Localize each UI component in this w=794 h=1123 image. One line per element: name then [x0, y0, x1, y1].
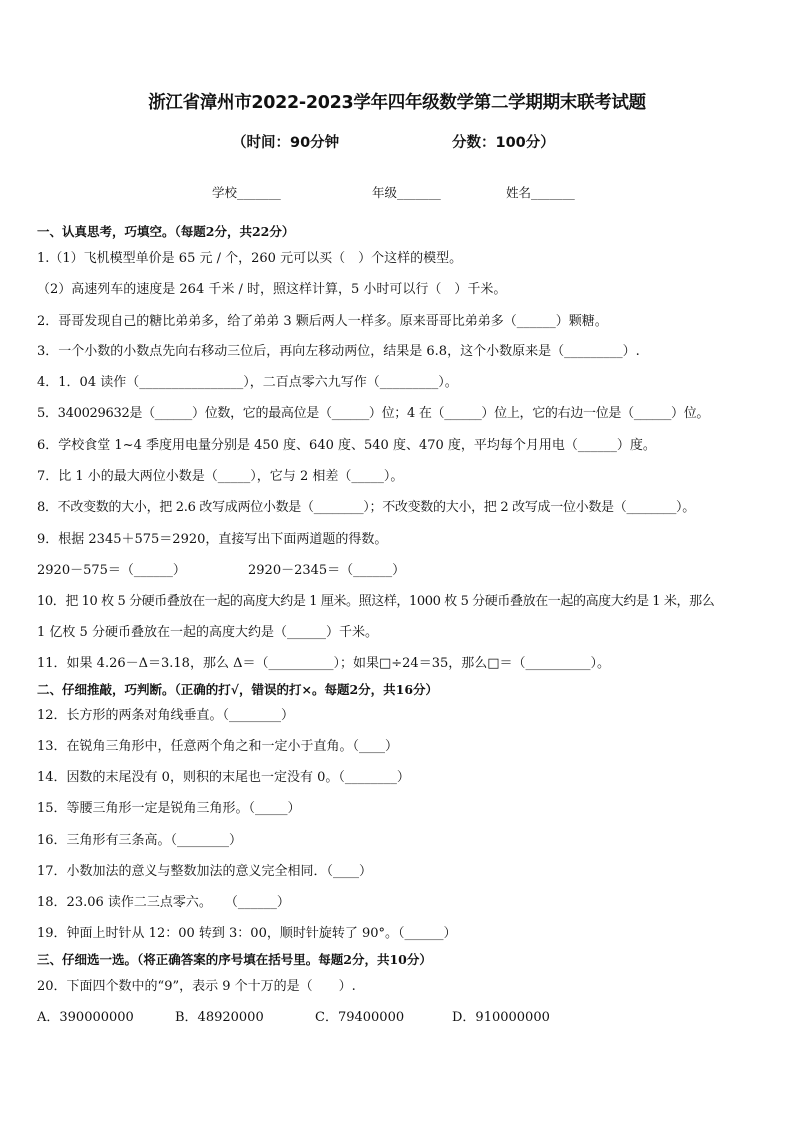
- question-18: 18．23.06 读作二三点零六。 （______）: [37, 895, 290, 910]
- question-13: 13．在锐角三角形中，任意两个角之和一定小于直角。（____）: [37, 739, 399, 754]
- exam-time: （时间：90分钟: [232, 135, 340, 151]
- question-19: 19．钟面上时针从 12：00 转到 3：00，顺时针旋转了 90°。（______）: [37, 926, 457, 941]
- question-3: 3．一个小数的小数点先向右移动三位后，再向左移动两位，结果是 6.8，这个小数原来是（_________）.: [37, 344, 640, 359]
- school-field[interactable]: 学校_______: [212, 185, 281, 200]
- section-heading-1: 一、认真思考，巧填空。（每题2分，共22分）: [37, 224, 295, 239]
- question-12: 12．长方形的两条对角线垂直。（________）: [37, 708, 295, 723]
- question-1a: 1.（1）飞机模型单价是 65 元 / 个，260 元可以买（ ）个这样的模型。: [37, 251, 463, 266]
- question-16: 16．三角形有三条高。（________）: [37, 833, 243, 848]
- question-6: 6．学校食堂 1~4 季度用电量分别是 450 度、640 度、540 度、470 度，平均每个月用电（______）度。: [37, 438, 656, 453]
- question-10b: 1 亿枚 5 分硬币叠放在一起的高度大约是（______）千米。: [37, 625, 378, 640]
- section-heading-2: 二、仔细推敲，巧判断。（正确的打√，错误的打×。每题2分，共16分）: [37, 682, 439, 697]
- question-17: 17．小数加法的意义与整数加法的意义完全相同．（____）: [37, 864, 373, 879]
- question-2: 2．哥哥发现自己的糖比弟弟多，给了弟弟 3 颗后两人一样多。原来哥哥比弟弟多（______）颗糖。: [37, 314, 608, 329]
- exam-score: 分数：100分）: [452, 135, 555, 151]
- question-9a: 2920－575＝（______）: [37, 563, 186, 578]
- grade-field[interactable]: 年级_______: [372, 185, 441, 200]
- question-4: 4．1．04 读作（________________），二百点零六九写作（_________）。: [37, 375, 458, 390]
- page-title: 浙江省漳州市2022-2023学年四年级数学第二学期期末联考试题: [148, 93, 646, 113]
- question-9b: 2920－2345＝（______）: [248, 563, 406, 578]
- name-field[interactable]: 姓名_______: [506, 185, 575, 200]
- question-8: 8．不改变数的大小，把 2.6 改写成两位小数是（________）；不改变数的大小，把 2 改写成一位小数是（________）。: [37, 500, 695, 515]
- question-5: 5．340029632是（______）位数，它的最高位是（______）位；4 在（______）位上，它的右边一位是（______）位。: [37, 406, 710, 421]
- option-c: C．79400000: [315, 1010, 405, 1025]
- question-20: 20．下面四个数中的“9”，表示 9 个十万的是（ ）.: [37, 979, 356, 994]
- option-d: D．910000000: [452, 1010, 550, 1025]
- question-9: 9．根据 2345＋575＝2920，直接写出下面两道题的得数。: [37, 532, 388, 547]
- option-b: B．48920000: [175, 1010, 264, 1025]
- question-14: 14．因数的末尾没有 0，则积的末尾也一定没有 0。（________）: [37, 770, 410, 785]
- question-11: 11．如果 4.26－Δ＝3.18，那么 Δ＝（__________）；如果□÷24＝35，那么□＝（__________）。: [37, 656, 611, 671]
- section-heading-3: 三、仔细选一选。（将正确答案的序号填在括号里。每题2分，共10分）: [37, 952, 432, 967]
- question-15: 15．等腰三角形一定是锐角三角形。（_____）: [37, 801, 301, 816]
- question-1b: （2）高速列车的速度是 264 千米 / 时，照这样计算，5 小时可以行（ ）千米。: [37, 282, 507, 297]
- option-a: A．390000000: [37, 1010, 134, 1025]
- question-10a: 10．把 10 枚 5 分硬币叠放在一起的高度大约是 1 厘米。照这样，1000 枚 5 分硬币叠放在一起的高度大约是 1 米，那么: [37, 594, 715, 609]
- question-7: 7．比 1 小的最大两位小数是（_____），它与 2 相差（_____）。: [37, 469, 404, 484]
